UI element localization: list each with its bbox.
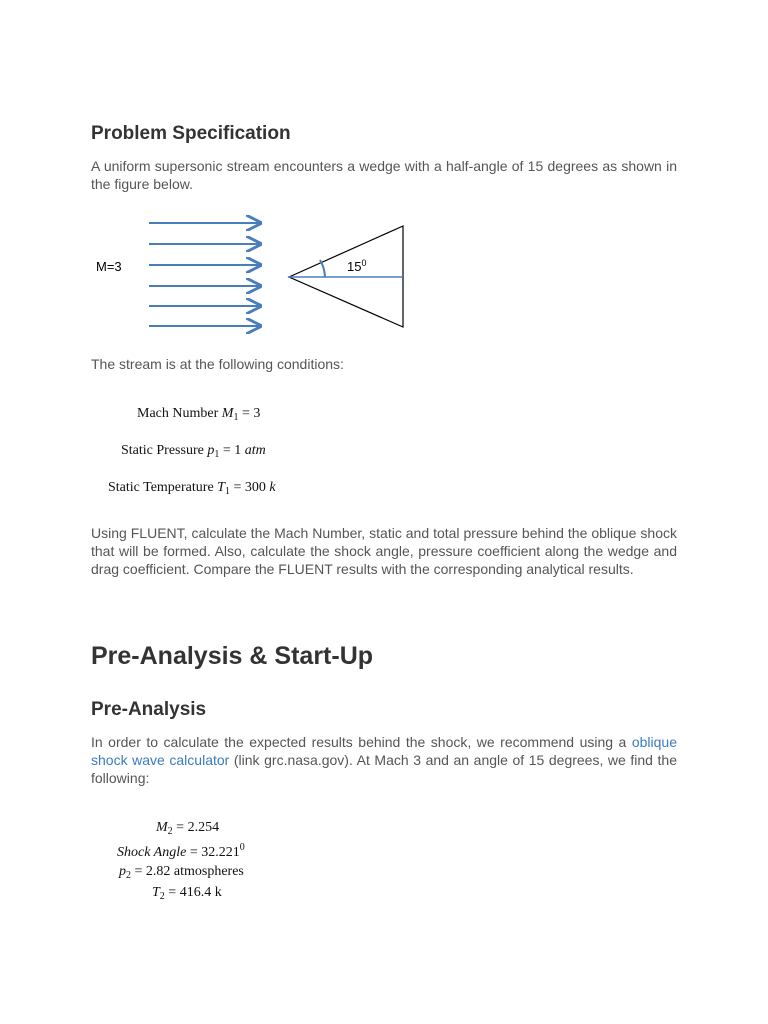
angle-label: $15^0$ (347, 258, 367, 274)
oblique-shock-calculator-link[interactable]: oblique shock wave calculator (91, 734, 677, 768)
problem-specification-heading: Problem Specification (91, 123, 291, 144)
problem-intro-paragraph: A uniform supersonic stream encounters a wedge with a half-angle of 15 degrees as shown in the figure below. (91, 158, 677, 192)
result-pressure-2: $p_2 = 2.82$ atmospheres (119, 864, 244, 881)
pre-analysis-paragraph: In order to calculate the expected results behind the shock, we recommend using a oblique shock wave calculator (link grc.nasa.gov). At Mach 3 and an angle of 15 degrees, we find the following: (91, 734, 677, 786)
pre-analysis-subheading: Pre-Analysis (91, 699, 207, 720)
condition-mach-number: Mach Number $M_1 = 3$ (137, 406, 261, 423)
mach-label: M=3 (96, 259, 122, 274)
wedge-figure (91, 213, 421, 338)
pre-analysis-startup-heading: Pre-Analysis & Start-Up (91, 642, 374, 670)
condition-static-pressure: Static Pressure $p_1 = 1$ atm (121, 443, 266, 460)
flow-arrows (149, 223, 260, 326)
task-paragraph: Using FLUENT, calculate the Mach Number, static and total pressure behind the oblique shock that will be formed. Also, calculate the shock angle, pressure coefficient along the wedge and drag coefficient. Compare the FLUENT results with the corresponding analytical results. (91, 525, 677, 577)
result-mach-2: $M_2 = 2.254$ (156, 820, 220, 837)
result-temperature-2: $T_2 = 416.4$ k (152, 885, 222, 902)
condition-static-temperature: Static Temperature $T_1 = 300$ k (108, 480, 276, 497)
result-shock-angle: Shock Angle = $32.221^0$ (117, 842, 245, 860)
conditions-intro-paragraph: The stream is at the following conditions: (91, 356, 344, 372)
